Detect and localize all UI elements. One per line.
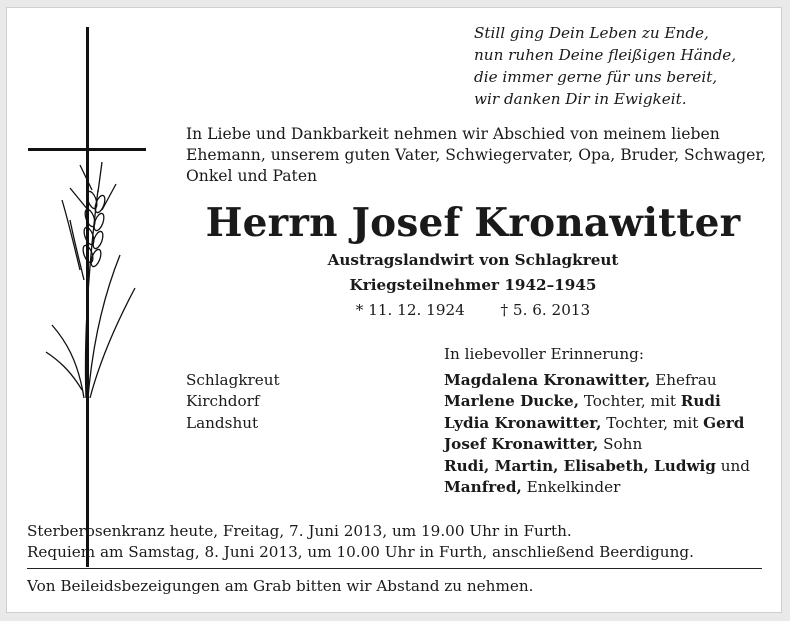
deceased-occupation: Austragslandwirt von Schlagkreut <box>327 251 619 269</box>
poem-line: wir danken Dir in Ewigkeit. <box>474 90 687 108</box>
mourners-list <box>444 370 750 498</box>
cross-bar <box>28 148 146 151</box>
places-list <box>186 370 280 434</box>
mourner: Magdalena Kronawitter, Ehefrau <box>444 371 717 389</box>
requiem-info: Requiem am Samstag, 8. Juni 2013, um 10.00 Uhr in Furth, anschließend Beerdigung. <box>27 543 694 561</box>
deceased-name: Herrn Josef Kronawitter <box>205 200 741 246</box>
life-dates <box>0 301 790 319</box>
intro-line: Ehemann, unserem guten Vater, Schwiegervater, Opa, Bruder, Schwager, <box>186 146 767 164</box>
place: Landshut <box>186 413 259 432</box>
intro-text <box>186 124 776 187</box>
condolence-notice: Von Beileidsbezeigungen am Grab bitten wir Abstand zu nehmen. <box>27 577 534 595</box>
mourner: Lydia Kronawitter, Tochter, mit Gerd <box>444 413 745 432</box>
poem-line: die immer gerne für uns bereit, <box>474 68 718 86</box>
place: Schlagkreut <box>186 371 280 389</box>
mourners-title: In liebevoller Erinnerung: <box>444 345 644 363</box>
mourner: Josef Kronawitter, Sohn <box>444 435 643 454</box>
divider <box>27 568 762 569</box>
intro-line: In Liebe und Dankbarkeit nehmen wir Abschied von meinem lieben <box>186 125 720 143</box>
mourner: Marlene Ducke, Tochter, mit Rudi <box>444 392 721 411</box>
poem-line: nun ruhen Deine fleißigen Hände, <box>474 46 737 64</box>
death-date: † 5. 6. 2013 <box>500 301 591 319</box>
mourner: Manfred, Enkelkinder <box>444 478 621 497</box>
deceased-veteran: Kriegsteilnehmer 1942–1945 <box>349 276 597 294</box>
poem <box>474 22 784 110</box>
place: Kirchdorf <box>186 392 260 411</box>
mourner: Rudi, Martin, Elisabeth, Ludwig und <box>444 456 751 475</box>
birth-date: * 11. 12. 1924 <box>355 301 465 319</box>
intro-line: Onkel und Paten <box>186 167 318 185</box>
rosary-info: Sterberosenkranz heute, Freitag, 7. Juni 2013, um 19.00 Uhr in Furth. <box>27 522 572 540</box>
poem-line: Still ging Dein Leben zu Ende, <box>474 24 709 42</box>
